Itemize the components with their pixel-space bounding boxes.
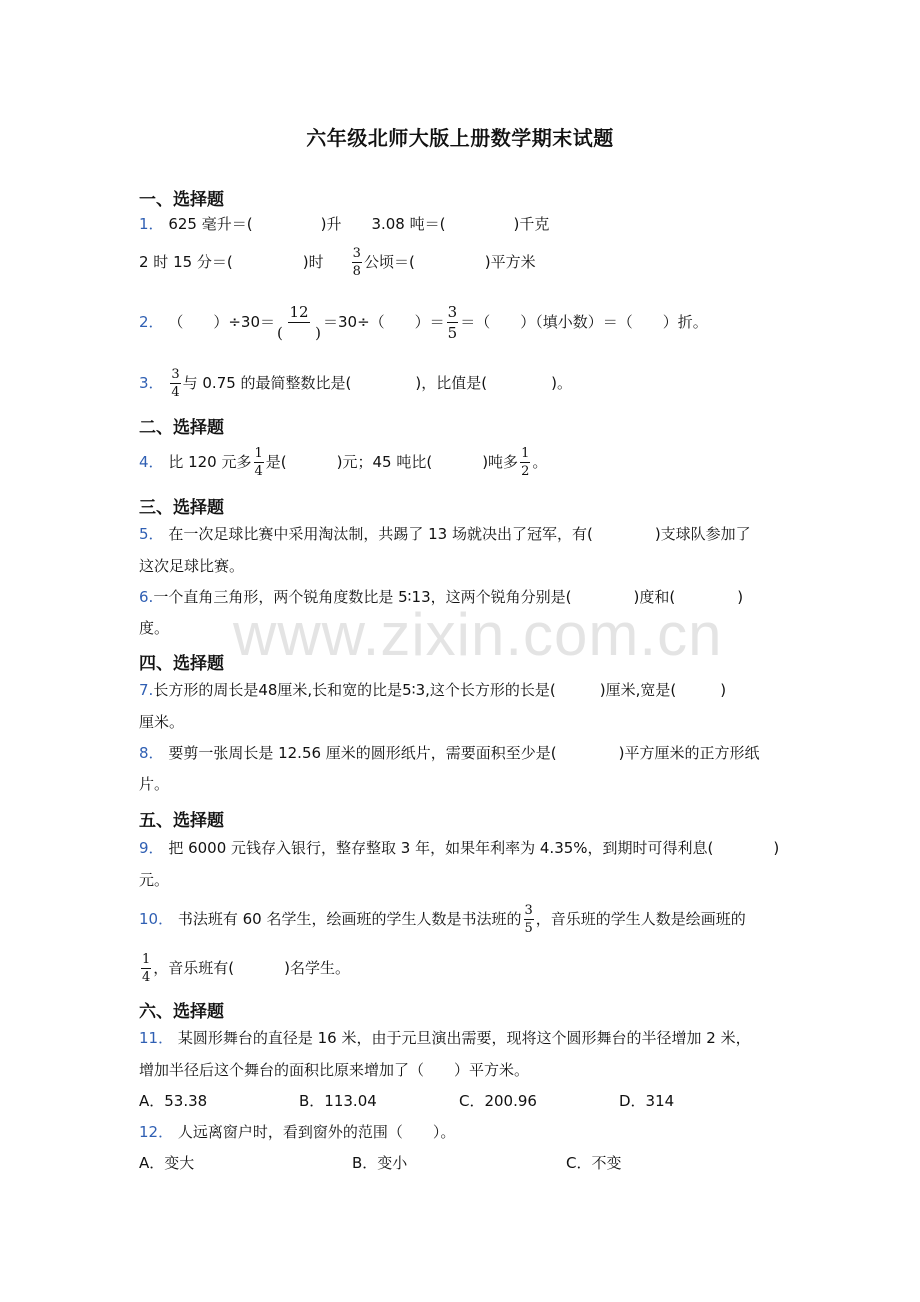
question-6-line-2: 度。: [139, 619, 170, 637]
fraction: $\frac{1}{4}$: [254, 446, 263, 479]
question-text: （ ）÷30＝: [168, 313, 275, 331]
section-heading-1: 一、选择题: [139, 190, 224, 210]
option-b[interactable]: B．变小: [352, 1154, 408, 1172]
question-text: )千克: [513, 215, 550, 233]
fraction: $\frac{3}{4}$: [171, 367, 180, 400]
fraction: $\frac{3}{8}$: [352, 246, 361, 279]
question-text: ，音乐班的学生人数是绘画班的: [535, 910, 746, 928]
question-11-line-1: [139, 1027, 751, 1049]
question-10-line-2: [139, 952, 350, 985]
section-heading-6: 六、选择题: [139, 1002, 224, 1022]
question-text: ＝（ ）（填小数）＝（ ）折。: [460, 313, 708, 331]
question-text: 3.08 吨＝(: [371, 215, 446, 233]
question-text: 是(: [265, 453, 287, 471]
question-text: 在一次足球比赛中采用淘汰制，共踢了 13 场就决出了冠军，有(: [168, 525, 593, 543]
section-heading-4: 四、选择题: [139, 654, 224, 674]
option-a[interactable]: A．变大: [139, 1154, 195, 1172]
option-c[interactable]: C．200.96: [459, 1092, 537, 1110]
question-8-line-1: [139, 742, 760, 764]
question-text: )元；45 吨比(: [336, 453, 433, 471]
question-text: )名学生。: [284, 959, 350, 977]
fraction: 12 ( ): [276, 303, 321, 342]
section-heading-5: 五、选择题: [139, 811, 224, 831]
section-heading-3: 三、选择题: [139, 498, 224, 518]
question-number: 12．: [139, 1123, 174, 1141]
question-3: [139, 367, 572, 400]
section-heading-2: 二、选择题: [139, 418, 224, 438]
question-7-line-2: 厘米。: [139, 713, 185, 731]
option-b[interactable]: B．113.04: [299, 1092, 377, 1110]
watermark: www.zixin.com.cn: [233, 601, 723, 668]
question-text: 书法班有 60 名学生，绘画班的学生人数是书法班的: [177, 910, 522, 928]
question-text: )，比值是(: [415, 374, 488, 392]
question-text: 长方形的周长是48厘米,长和宽的比是5∶3,这个长方形的长是(: [153, 681, 556, 699]
question-text: ): [737, 588, 744, 606]
question-4: [139, 446, 547, 479]
question-text: )吨多: [482, 453, 519, 471]
question-text: 人远离窗户时，看到窗外的范围（ ）。: [177, 1123, 456, 1141]
question-6-line-1: [139, 586, 743, 608]
page-title: 六年级北师大版上册数学期末试题: [306, 126, 614, 150]
question-text: 625 毫升＝(: [168, 215, 253, 233]
question-text: )支球队参加了: [654, 525, 751, 543]
question-10-line-1: [139, 903, 746, 936]
question-text: 。: [532, 453, 548, 471]
question-number: 7.: [139, 681, 154, 699]
question-number: 11．: [139, 1029, 174, 1047]
option-d[interactable]: D．314: [619, 1092, 675, 1110]
fraction: $\frac{1}{4}$: [142, 952, 151, 985]
question-number: 3．: [139, 374, 164, 392]
question-9-line-2: 元。: [139, 871, 170, 889]
question-text: 一个直角三角形，两个锐角度数比是 5∶13，这两个锐角分别是(: [153, 588, 572, 606]
question-number: 6.: [139, 588, 154, 606]
question-text: ): [720, 681, 727, 699]
question-number: 10．: [139, 910, 174, 928]
question-text: 2 时 15 分＝(: [139, 253, 233, 271]
question-1-line-1: [139, 213, 549, 235]
question-number: 9．: [139, 839, 164, 857]
question-number: 8．: [139, 744, 164, 762]
question-number: 4．: [139, 453, 164, 471]
question-2: [139, 303, 708, 342]
question-text: )平方厘米的正方形纸: [618, 744, 760, 762]
question-8-line-2: 片。: [139, 775, 170, 793]
question-5-line-1: [139, 523, 751, 545]
question-text: 要剪一张周长是 12.56 厘米的圆形纸片，需要面积至少是(: [168, 744, 557, 762]
question-text: )度和(: [633, 588, 676, 606]
question-text: 把 6000 元钱存入银行，整存整取 3 年，如果年利率为 4.35%，到期时可得利息(: [168, 839, 714, 857]
question-number: 2．: [139, 313, 164, 331]
question-1-line-2: [139, 246, 536, 279]
fraction: $\frac{3}{5}$: [524, 903, 533, 936]
question-text: 公顷＝(: [363, 253, 415, 271]
question-text: )。: [551, 374, 572, 392]
question-number: 5．: [139, 525, 164, 543]
option-c[interactable]: C．不变: [566, 1154, 622, 1172]
question-5-line-2: 这次足球比赛。: [139, 557, 245, 575]
question-text: ，音乐班有(: [153, 959, 235, 977]
question-9-line-1: [139, 837, 779, 859]
question-text: ): [773, 839, 780, 857]
question-text: ＝30÷（ ）＝: [322, 313, 445, 331]
question-7-line-1: [139, 679, 726, 701]
question-12-line-1: [139, 1121, 455, 1143]
question-text: )平方米: [484, 253, 536, 271]
question-text: 比 120 元多: [168, 453, 252, 471]
option-a[interactable]: A．53.38: [139, 1092, 208, 1110]
fraction: $\frac{3}{5}$: [447, 303, 458, 342]
question-text: )升: [320, 215, 342, 233]
question-number: 1．: [139, 215, 164, 233]
question-text: 与 0.75 的最简整数比是(: [182, 374, 352, 392]
question-text: 某圆形舞台的直径是 16 米，由于元旦演出需要，现将这个圆形舞台的半径增加 2 米，: [177, 1029, 751, 1047]
fraction: $\frac{1}{2}$: [521, 446, 530, 479]
question-text: )时: [302, 253, 324, 271]
question-text: )厘米,宽是(: [599, 681, 677, 699]
question-11-line-2: 增加半径后这个舞台的面积比原来增加了（ ）平方米。: [139, 1061, 530, 1079]
